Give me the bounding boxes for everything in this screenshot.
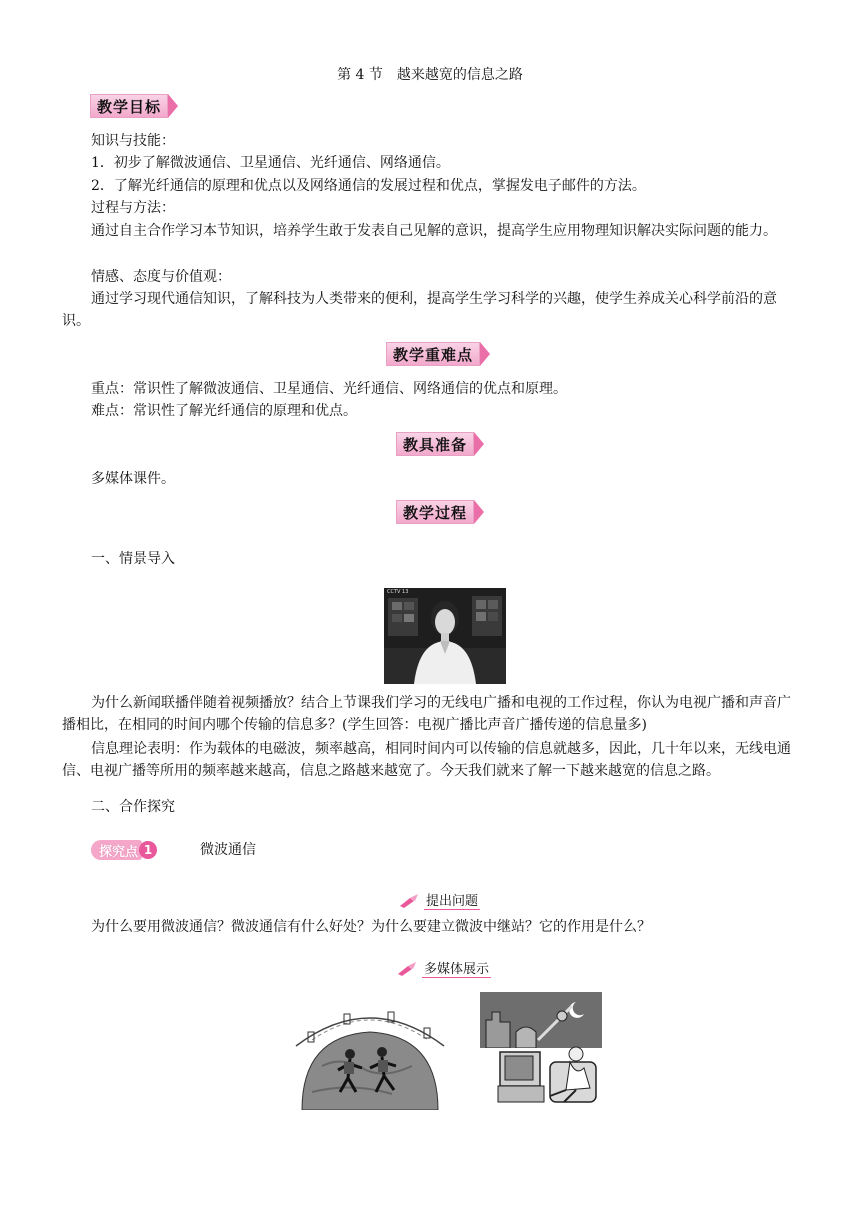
channel-logo: CCTV 13 [387,589,409,595]
question-text: 为什么要用微波通信？微波通信有什么好处？为什么要建立微波中继站？它的作用是什么？ [91,919,651,935]
banner-teaching-goals [90,94,178,118]
pen-icon [396,960,422,978]
knowledge-heading: 知识与技能： [91,133,175,149]
globe-runners-illustration [292,996,448,1110]
banner-arrow-icon [480,342,490,366]
banner-key-points [386,342,490,366]
pen-icon [398,892,424,910]
news-anchor-image [384,588,506,684]
inquiry-point-title: 微波通信 [200,842,256,858]
banner-teaching-process [396,500,484,524]
focus-text: ：常识性了解微波通信、卫星通信、光纤通信、网络通信的优点和原理。 [119,381,567,397]
banner-label: 教学重难点 [386,342,480,366]
satellite-tv-illustration [480,992,602,1108]
multimedia-label: 多媒体展示 [422,958,491,978]
banner-arrow-icon [474,432,484,456]
inquiry-point-badge [91,840,157,860]
intro-paragraph-1: 为什么新闻联播伴随着视频播放？结合上节课我们学习的无线电广播和电视的工作过程，你认为电视广播和声音广播相比，在相同的时间内哪个传输的信息多？(学生回答：电视广播比声音广播传递的信息量多) [62,695,791,733]
focus-label: 重点 [91,381,119,397]
knowledge-item-2: 2．了解光纤通信的原理和优点以及网络通信的发展过程和优点，掌握发电子邮件的方法。 [91,178,646,194]
page-title: 第 4 节 越来越宽的信息之路 [337,67,523,83]
inquiry-point-label: 探究点 [91,840,142,860]
materials-text: 多媒体课件。 [91,471,175,487]
emotion-text: 通过学习现代通信知识，了解科技为人类带来的便利，提高学生学习科学的兴趣，使学生养成关心科学前沿的意识。 [62,291,777,329]
process-text: 通过自主合作学习本节知识，培养学生敢于发表自己见解的意识，提高学生应用物理知识解决实际问题的能力。 [91,223,777,239]
banner-arrow-icon [474,500,484,524]
focus-line [91,378,831,400]
inquiry-point-number: 1 [139,841,157,859]
section-1-heading: 一、情景导入 [91,551,175,567]
banner-arrow-icon [168,94,178,118]
banner-materials [396,432,484,456]
ask-question-label: 提出问题 [424,890,480,910]
knowledge-item-1: 1．初步了解微波通信、卫星通信、光纤通信、网络通信。 [91,155,450,171]
difficulty-text: ：常识性了解光纤通信的原理和优点。 [119,403,357,419]
emotion-heading: 情感、态度与价值观： [91,269,231,285]
banner-label: 教学过程 [396,500,474,524]
process-heading: 过程与方法： [91,200,175,216]
banner-label: 教具准备 [396,432,474,456]
ask-question-tag [398,890,480,910]
banner-label: 教学目标 [90,94,168,118]
multimedia-tag [396,958,491,978]
difficulty-line [91,400,831,422]
difficulty-label: 难点 [91,403,119,419]
intro-paragraph-2: 信息理论表明：作为载体的电磁波，频率越高，相同时间内可以传输的信息就越多，因此，几十年以来，无线电通信、电视广播等所用的频率越来越高，信息之路越来越宽了。今天我们就来了解一下越来越宽的信息之路。 [62,741,791,779]
section-2-heading: 二、合作探究 [91,799,175,815]
